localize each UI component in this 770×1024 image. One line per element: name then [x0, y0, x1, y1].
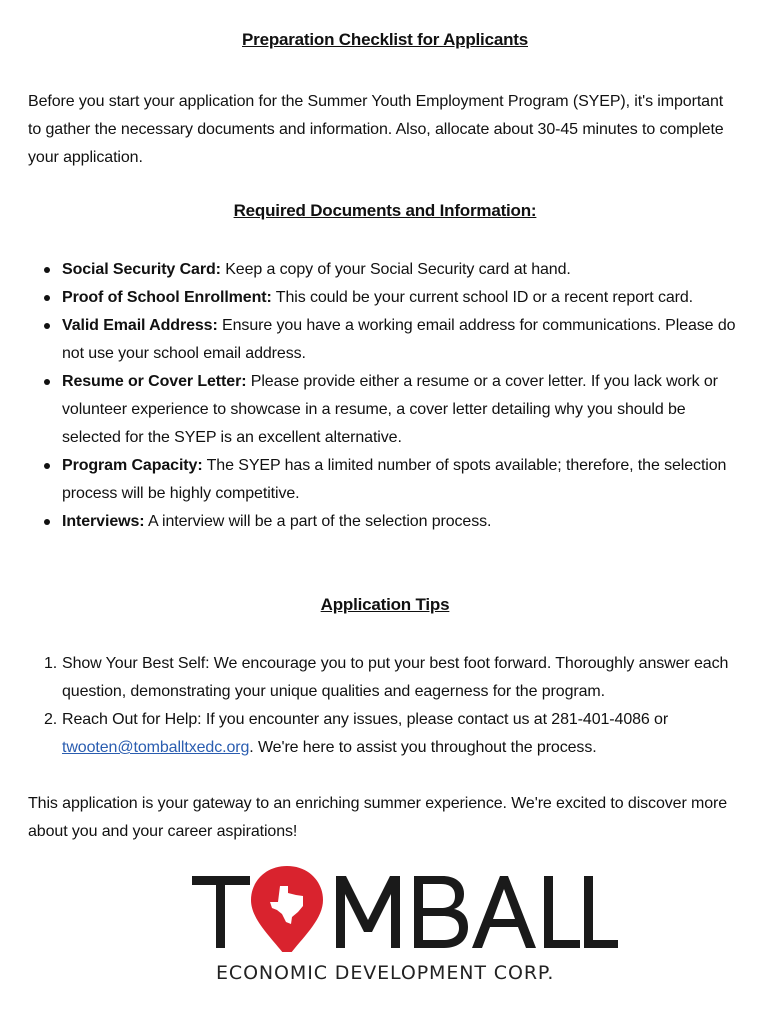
- item-text: . We're here to assist you throughout the process.: [249, 739, 597, 756]
- bullet-icon: [44, 295, 50, 301]
- item-label: Valid Email Address:: [62, 317, 218, 334]
- page-title: Preparation Checklist for Applicants: [242, 30, 528, 49]
- item-text: This could be your current school ID or a recent report card.: [271, 289, 694, 306]
- bullet-icon: [44, 267, 50, 273]
- tomball-edc-logo: [190, 862, 620, 992]
- list-item: [62, 284, 740, 312]
- required-heading: Required Documents and Information:: [233, 201, 537, 220]
- bullet-icon: [44, 519, 50, 525]
- item-number: 1.: [44, 655, 58, 672]
- item-label: Resume or Cover Letter:: [62, 373, 247, 390]
- item-text: A interview will be a part of the selection process.: [144, 513, 492, 530]
- tips-list: [0, 650, 740, 762]
- list-item: [62, 452, 740, 508]
- intro-paragraph: Before you start your application for the Summer Youth Employment Program (SYEP), it's important to gather the necessary documents and information. Also, allocate about 30-45 minutes to complete your application.: [28, 93, 724, 166]
- bullet-icon: [44, 323, 50, 329]
- logo-subtitle: ECONOMIC DEVELOPMENT CORP.: [216, 962, 555, 984]
- item-text: Show Your Best Self: We encourage you to put your best foot forward. Thoroughly answer each question, demonstrating your unique qualities and eagerness for the program.: [62, 655, 729, 700]
- item-label: Interviews:: [62, 513, 145, 530]
- item-text: Please provide either a resume or a cover letter. If you lack work or volunteer experience to showcase in a resume, a cover letter detailing why you should be selected for the SYEP is an excellent alternative.: [62, 373, 718, 446]
- item-label: Program Capacity:: [62, 457, 203, 474]
- required-list: [0, 256, 740, 536]
- tomball-wordmark: [190, 862, 620, 952]
- item-text: The SYEP has a limited number of spots available; therefore, the selection process will be highly competitive.: [62, 457, 727, 502]
- bullet-icon: [44, 379, 50, 385]
- list-item: [62, 368, 740, 452]
- item-text: Keep a copy of your Social Security card at hand.: [220, 261, 571, 278]
- map-pin-texas-icon: [251, 866, 323, 952]
- bullet-icon: [44, 463, 50, 469]
- item-label: Proof of School Enrollment:: [62, 289, 272, 306]
- item-label: Social Security Card:: [62, 261, 221, 278]
- tips-heading: Application Tips: [320, 595, 450, 614]
- closing-paragraph: This application is your gateway to an enriching summer experience. We're excited to discover more about you and your career aspirations!: [28, 795, 728, 840]
- list-item: [62, 256, 740, 284]
- list-item: [44, 650, 740, 706]
- contact-email-link[interactable]: twooten@tomballtxedc.org: [62, 739, 250, 756]
- list-item: [62, 508, 740, 536]
- item-text: Reach Out for Help: If you encounter any issues, please contact us at 281-401-4086 or: [62, 711, 669, 728]
- item-number: 2.: [44, 711, 58, 728]
- list-item: [44, 706, 740, 762]
- list-item: [62, 312, 740, 368]
- item-text: Ensure you have a working email address for communications. Please do not use your school email address.: [62, 317, 736, 362]
